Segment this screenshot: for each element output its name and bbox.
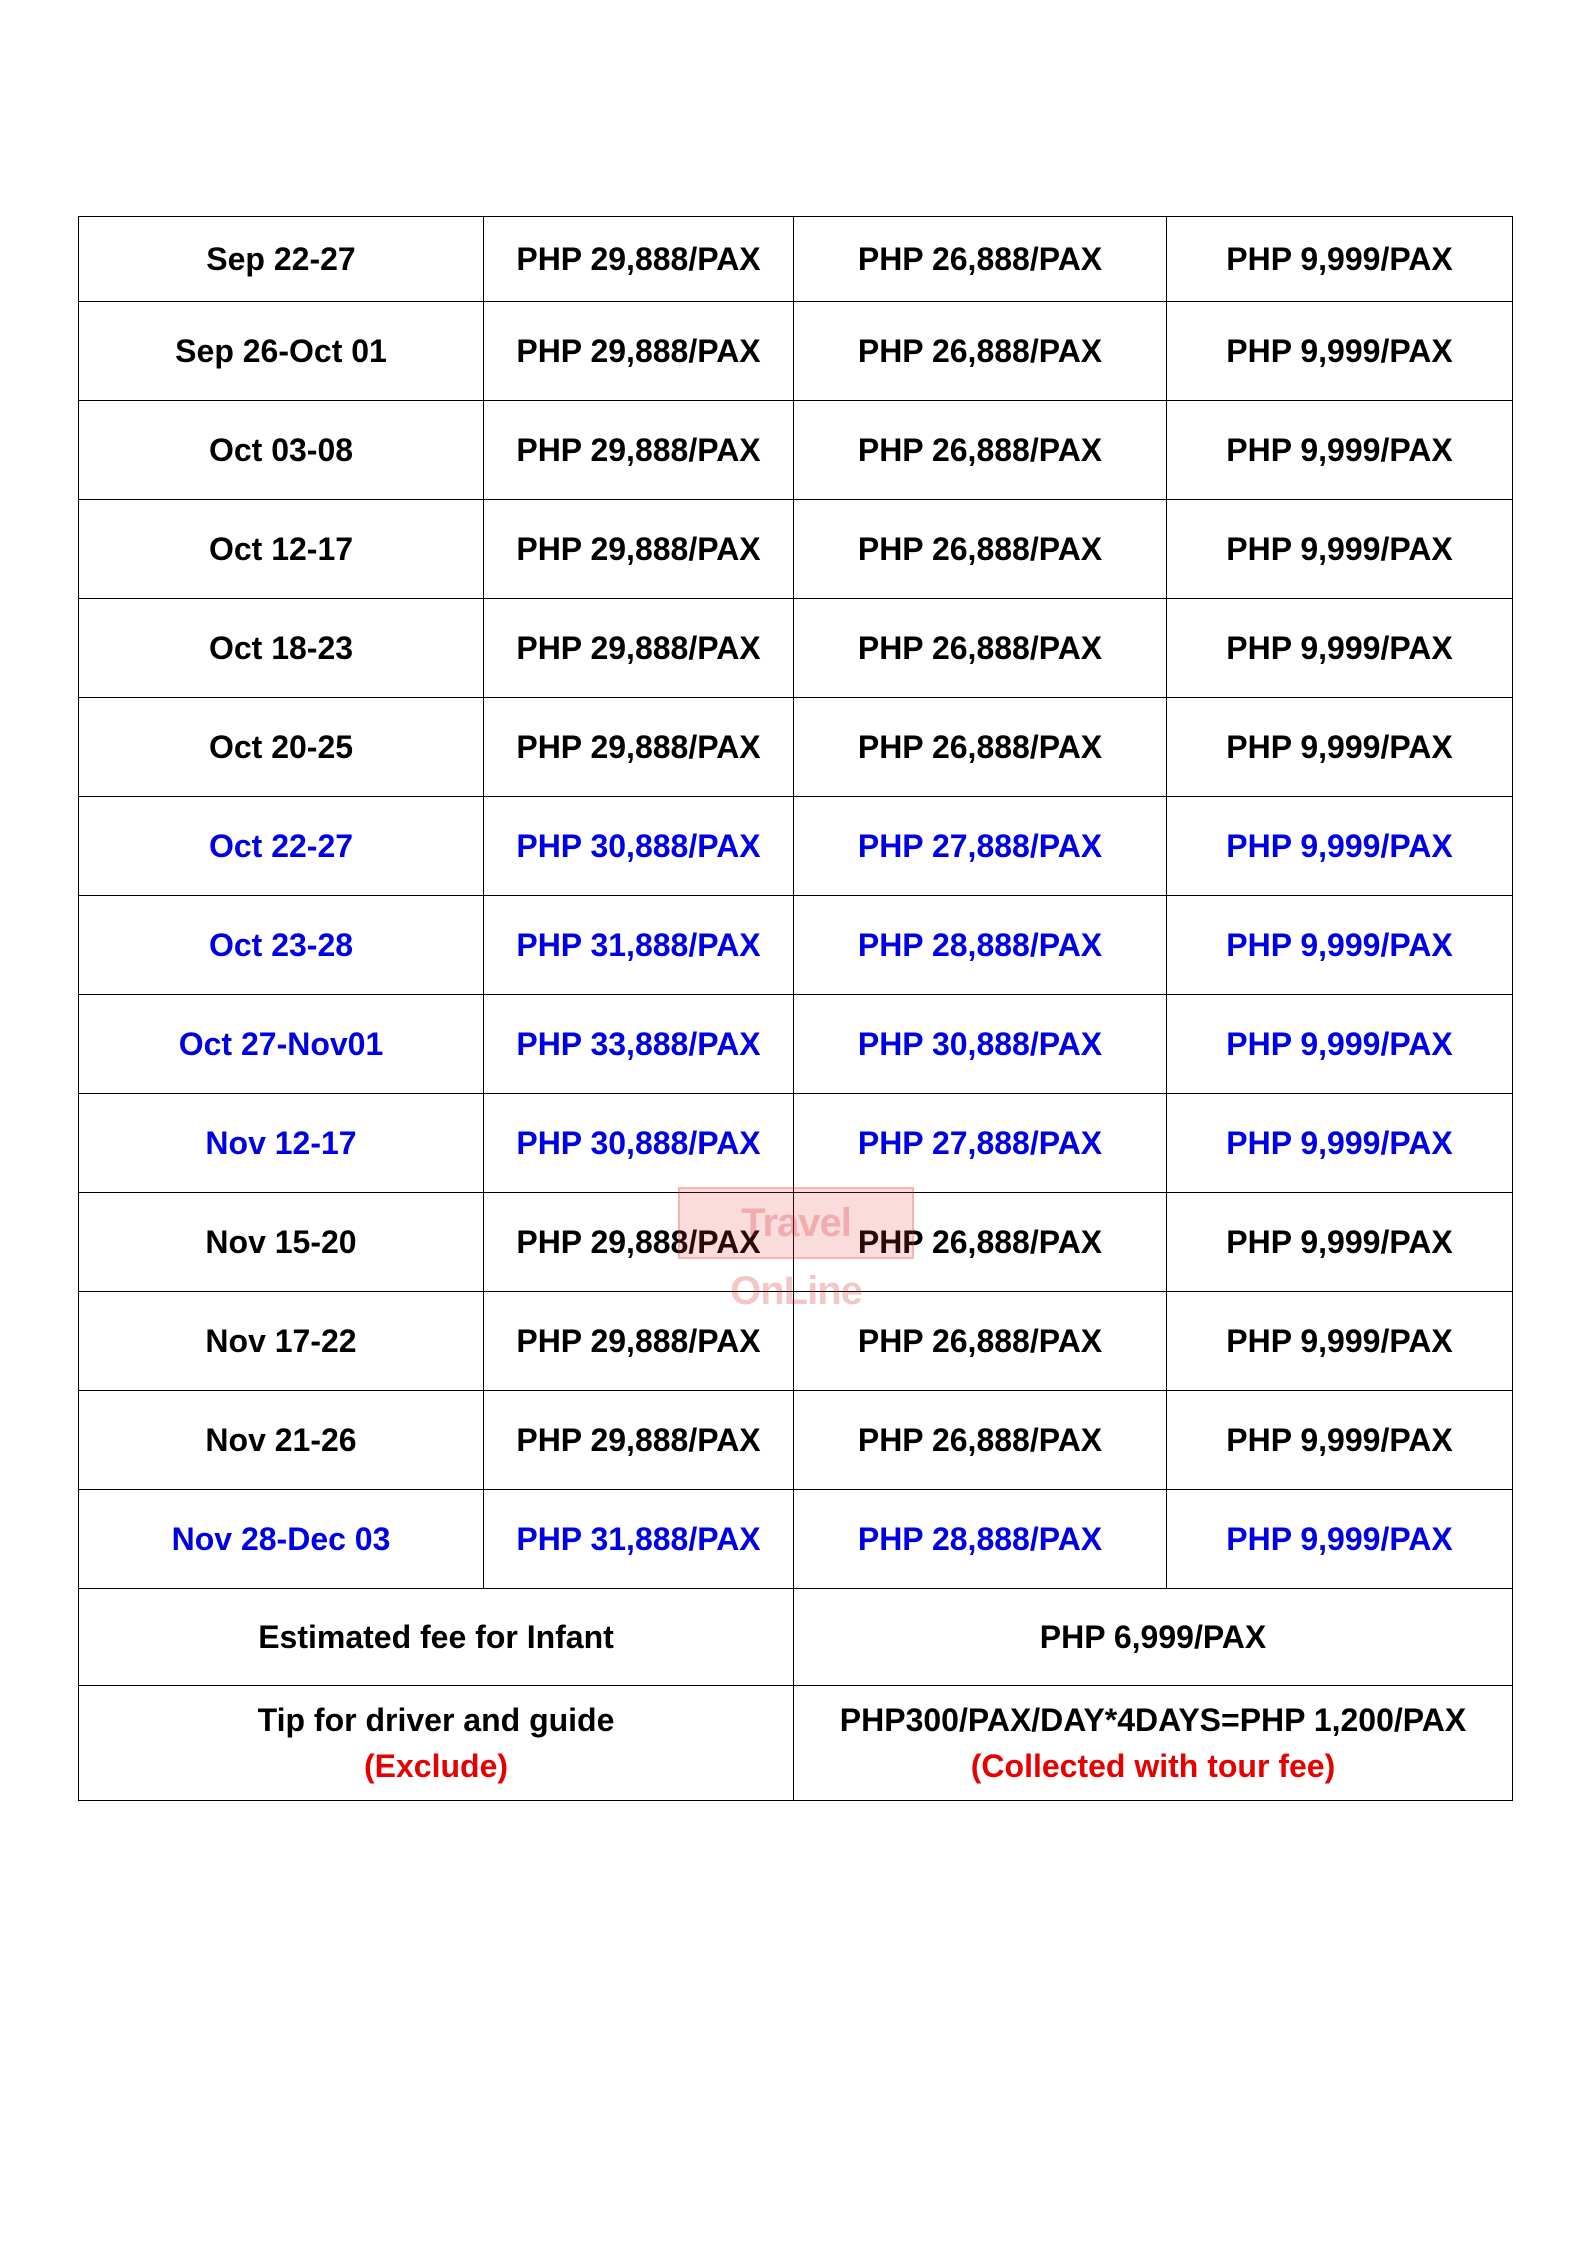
departure-date: Sep 22-27 bbox=[79, 217, 484, 302]
price-cell: PHP 31,888/PAX bbox=[484, 896, 794, 995]
tip-label: Tip for driver and guide bbox=[257, 1702, 615, 1738]
departure-date: Nov 12-17 bbox=[79, 1094, 484, 1193]
departure-date: Nov 17-22 bbox=[79, 1292, 484, 1391]
tip-value-cell bbox=[794, 1686, 1513, 1801]
infant-fee-value: PHP 6,999/PAX bbox=[794, 1589, 1513, 1686]
price-cell: PHP 9,999/PAX bbox=[1167, 896, 1513, 995]
price-cell: PHP 29,888/PAX bbox=[484, 217, 794, 302]
price-cell: PHP 9,999/PAX bbox=[1167, 217, 1513, 302]
price-cell: PHP 26,888/PAX bbox=[794, 1292, 1167, 1391]
table-row bbox=[79, 217, 1513, 302]
price-cell: PHP 26,888/PAX bbox=[794, 1391, 1167, 1490]
price-cell: PHP 26,888/PAX bbox=[794, 1193, 1167, 1292]
price-cell: PHP 29,888/PAX bbox=[484, 1193, 794, 1292]
table-row-highlighted bbox=[79, 1094, 1513, 1193]
table-row bbox=[79, 599, 1513, 698]
travelonline-watermark-logo: Travel OnLine bbox=[678, 1187, 914, 1259]
price-cell: PHP 9,999/PAX bbox=[1167, 500, 1513, 599]
infant-fee-row bbox=[79, 1589, 1513, 1686]
price-cell: PHP 27,888/PAX bbox=[794, 1094, 1167, 1193]
price-cell: PHP 26,888/PAX bbox=[794, 698, 1167, 797]
departure-date: Oct 03-08 bbox=[79, 401, 484, 500]
price-cell: PHP 29,888/PAX bbox=[484, 698, 794, 797]
price-cell: PHP 26,888/PAX bbox=[794, 401, 1167, 500]
price-cell: PHP 9,999/PAX bbox=[1167, 599, 1513, 698]
price-cell: PHP 9,999/PAX bbox=[1167, 401, 1513, 500]
table-row bbox=[79, 401, 1513, 500]
price-cell: PHP 30,888/PAX bbox=[794, 995, 1167, 1094]
departure-date: Nov 15-20 bbox=[79, 1193, 484, 1292]
price-cell: PHP 26,888/PAX bbox=[794, 217, 1167, 302]
table-row bbox=[79, 1193, 1513, 1292]
departure-date: Nov 21-26 bbox=[79, 1391, 484, 1490]
price-cell: PHP 9,999/PAX bbox=[1167, 302, 1513, 401]
tip-value: PHP300/PAX/DAY*4DAYS=PHP 1,200/PAX bbox=[839, 1702, 1467, 1738]
infant-fee-label: Estimated fee for Infant bbox=[79, 1589, 794, 1686]
price-cell: PHP 9,999/PAX bbox=[1167, 1391, 1513, 1490]
price-cell: PHP 9,999/PAX bbox=[1167, 1292, 1513, 1391]
price-cell: PHP 9,999/PAX bbox=[1167, 1193, 1513, 1292]
departure-date: Sep 26-Oct 01 bbox=[79, 302, 484, 401]
price-cell: PHP 26,888/PAX bbox=[794, 599, 1167, 698]
table-row bbox=[79, 1292, 1513, 1391]
table-row-highlighted bbox=[79, 995, 1513, 1094]
price-cell: PHP 28,888/PAX bbox=[794, 896, 1167, 995]
price-cell: PHP 29,888/PAX bbox=[484, 1391, 794, 1490]
tip-label-cell bbox=[79, 1686, 794, 1801]
price-cell: PHP 30,888/PAX bbox=[484, 797, 794, 896]
price-cell: PHP 9,999/PAX bbox=[1167, 1490, 1513, 1589]
price-cell: PHP 29,888/PAX bbox=[484, 302, 794, 401]
price-cell: PHP 28,888/PAX bbox=[794, 1490, 1167, 1589]
table-row bbox=[79, 500, 1513, 599]
departure-date: Nov 28-Dec 03 bbox=[79, 1490, 484, 1589]
tip-row bbox=[79, 1686, 1513, 1801]
tip-value-note: (Collected with tour fee) bbox=[970, 1748, 1336, 1784]
table-row-highlighted bbox=[79, 896, 1513, 995]
price-cell: PHP 9,999/PAX bbox=[1167, 1094, 1513, 1193]
price-cell: PHP 9,999/PAX bbox=[1167, 995, 1513, 1094]
table-row-highlighted bbox=[79, 797, 1513, 896]
price-cell: PHP 26,888/PAX bbox=[794, 302, 1167, 401]
table-row-highlighted bbox=[79, 1490, 1513, 1589]
tip-label-note: (Exclude) bbox=[363, 1748, 509, 1784]
departure-date: Oct 18-23 bbox=[79, 599, 484, 698]
price-cell: PHP 30,888/PAX bbox=[484, 1094, 794, 1193]
departure-date: Oct 20-25 bbox=[79, 698, 484, 797]
departure-date: Oct 12-17 bbox=[79, 500, 484, 599]
price-cell: PHP 29,888/PAX bbox=[484, 599, 794, 698]
price-cell: PHP 33,888/PAX bbox=[484, 995, 794, 1094]
price-cell: PHP 29,888/PAX bbox=[484, 1292, 794, 1391]
price-cell: PHP 9,999/PAX bbox=[1167, 797, 1513, 896]
table-row bbox=[79, 302, 1513, 401]
price-cell: PHP 26,888/PAX bbox=[794, 500, 1167, 599]
price-cell: PHP 29,888/PAX bbox=[484, 500, 794, 599]
table-row bbox=[79, 1391, 1513, 1490]
table-row bbox=[79, 698, 1513, 797]
departure-date: Oct 27-Nov01 bbox=[79, 995, 484, 1094]
price-cell: PHP 27,888/PAX bbox=[794, 797, 1167, 896]
departure-date: Oct 22-27 bbox=[79, 797, 484, 896]
tour-price-table bbox=[78, 216, 1513, 1801]
price-cell: PHP 29,888/PAX bbox=[484, 401, 794, 500]
departure-date: Oct 23-28 bbox=[79, 896, 484, 995]
price-cell: PHP 9,999/PAX bbox=[1167, 698, 1513, 797]
price-cell: PHP 31,888/PAX bbox=[484, 1490, 794, 1589]
